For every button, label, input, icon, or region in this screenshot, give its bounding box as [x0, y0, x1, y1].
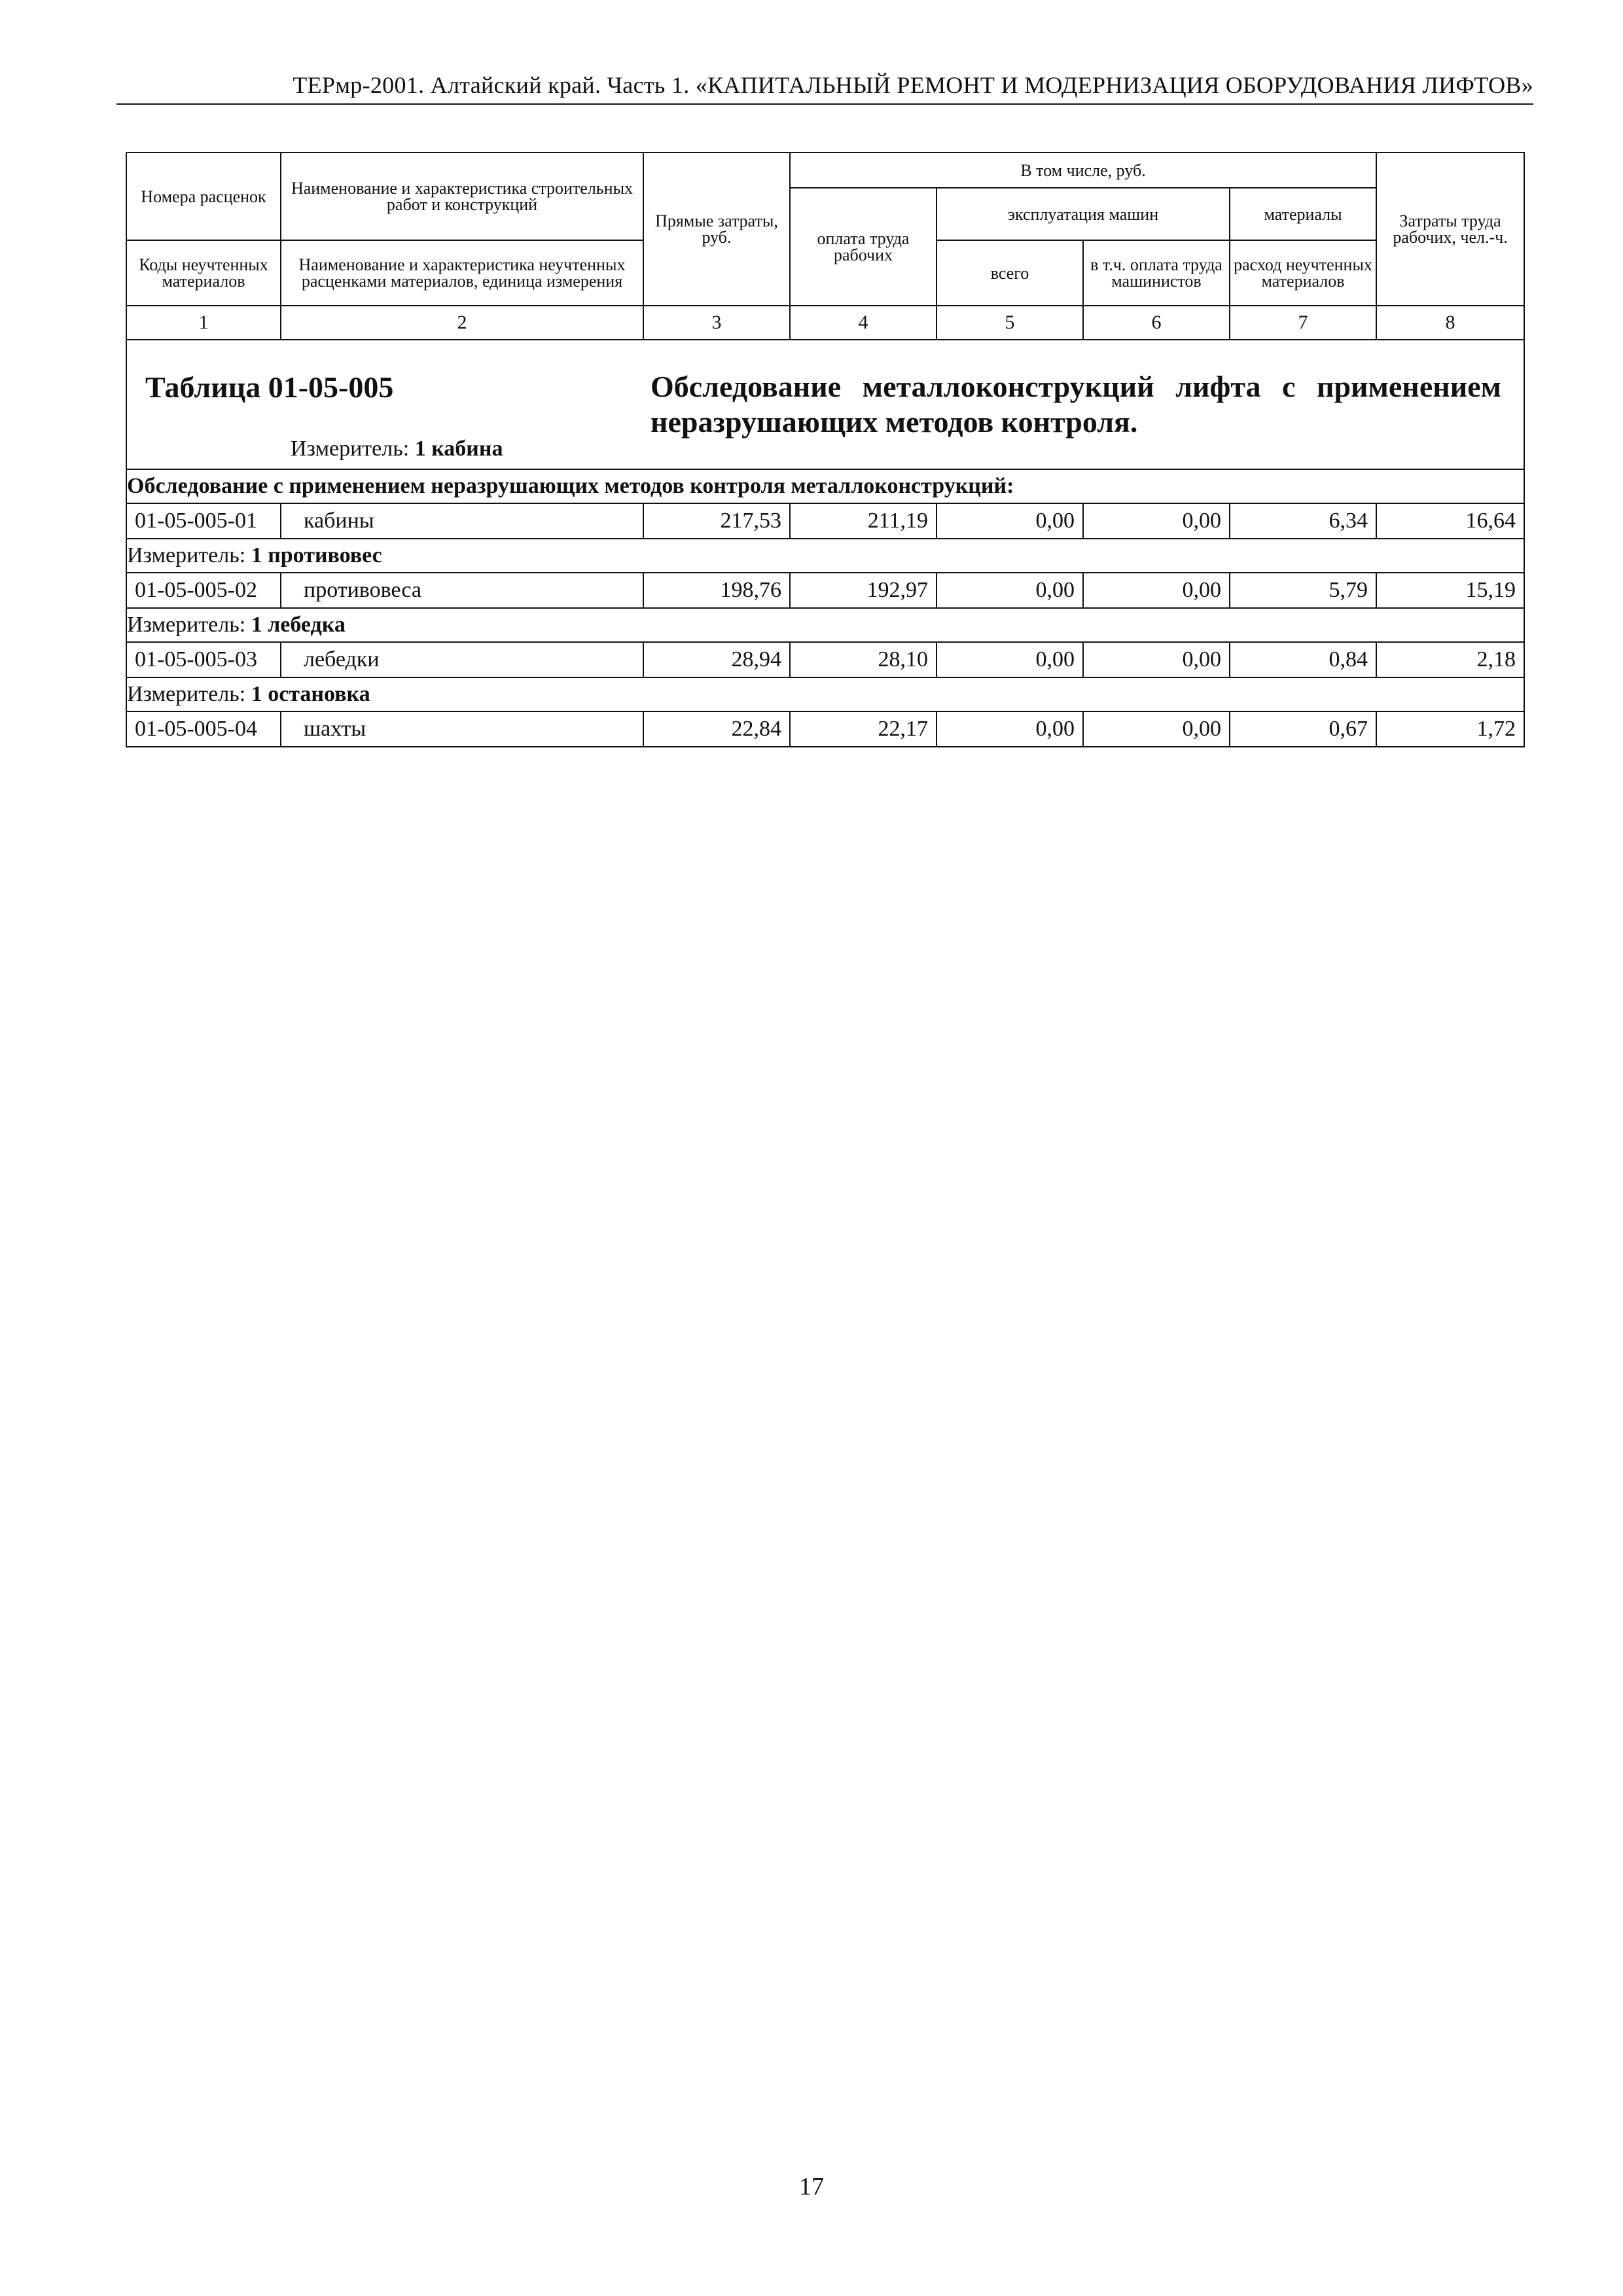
column-number: 3 — [643, 306, 790, 340]
header-operator-pay: в т.ч. оплата труда машинистов — [1083, 240, 1230, 306]
operator-pay-value: 0,00 — [1083, 503, 1230, 539]
header-labor-hours: Затраты труда рабочих, чел.-ч. — [1376, 152, 1524, 306]
header-worker-pay: оплата труда рабочих — [790, 188, 936, 306]
column-number: 7 — [1230, 306, 1376, 340]
rate-name: лебедки — [281, 642, 643, 677]
rate-name: шахты — [281, 711, 643, 747]
header-materials: материалы — [1230, 188, 1376, 240]
section-heading-row — [126, 469, 1524, 503]
machines-total-value: 0,00 — [936, 503, 1083, 539]
section-heading: Обследование с применением неразрушающих методов контроля металлоконструкций: — [126, 469, 1524, 503]
header-direct-costs: Прямые затраты, руб. — [643, 152, 790, 306]
rate-code: 01-05-005-02 — [126, 573, 281, 608]
table-label: Таблица 01-05-005 — [145, 370, 394, 404]
column-numbers-row — [126, 306, 1524, 340]
column-number: 5 — [936, 306, 1083, 340]
header-machine-operation: эксплуатация машин — [936, 188, 1230, 240]
column-number: 8 — [1376, 306, 1524, 340]
rate-name: кабины — [281, 503, 643, 539]
table-title-cell — [126, 340, 1524, 469]
materials-value: 5,79 — [1230, 573, 1376, 608]
meter-value: 1 лебедка — [251, 613, 346, 637]
running-head: ТЕРмр-2001. Алтайский край. Часть 1. «КАПИТАЛЬНЫЙ РЕМОНТ И МОДЕРНИЗАЦИЯ ОБОРУДОВАНИЯ ЛИФТОВ» — [293, 72, 1533, 98]
meter-line — [291, 435, 503, 463]
header-material-consumption: расход неучтенных материалов — [1230, 240, 1376, 306]
meter-line — [126, 608, 1524, 642]
meter-label: Измеритель: — [127, 543, 246, 567]
meter-line — [126, 539, 1524, 573]
meter-label: Измеритель: — [291, 437, 410, 461]
worker-pay-value: 28,10 — [790, 642, 936, 677]
meter-value: 1 кабина — [414, 437, 503, 461]
header-row-1 — [126, 152, 1524, 188]
rate-code: 01-05-005-04 — [126, 711, 281, 747]
operator-pay-value: 0,00 — [1083, 711, 1230, 747]
header-rule — [116, 103, 1533, 105]
worker-pay-value: 22,17 — [790, 711, 936, 747]
direct-costs-value: 28,94 — [643, 642, 790, 677]
materials-value: 0,67 — [1230, 711, 1376, 747]
machines-total-value: 0,00 — [936, 573, 1083, 608]
header-rate-numbers: Номера расценок — [126, 152, 281, 240]
rates-table — [126, 152, 1525, 747]
labor-hours-value: 16,64 — [1376, 503, 1524, 539]
header-machines-total: всего — [936, 240, 1083, 306]
header-material-codes: Коды неучтенных материалов — [126, 240, 281, 306]
rate-name: противовеса — [281, 573, 643, 608]
table-description: Обследование металлоконструкций лифта с применением неразрушающих методов контроля. — [651, 370, 1501, 439]
table-row — [126, 642, 1524, 677]
meter-row — [126, 677, 1524, 711]
meter-value: 1 остановка — [251, 682, 370, 706]
direct-costs-value: 217,53 — [643, 503, 790, 539]
direct-costs-value: 198,76 — [643, 573, 790, 608]
labor-hours-value: 1,72 — [1376, 711, 1524, 747]
materials-value: 0,84 — [1230, 642, 1376, 677]
table-row — [126, 503, 1524, 539]
rate-code: 01-05-005-01 — [126, 503, 281, 539]
operator-pay-value: 0,00 — [1083, 573, 1230, 608]
machines-total-value: 0,00 — [936, 711, 1083, 747]
rate-code: 01-05-005-03 — [126, 642, 281, 677]
header-work-name: Наименование и характеристика строительных работ и конструкций — [281, 152, 643, 240]
meter-label: Измеритель: — [127, 682, 246, 706]
operator-pay-value: 0,00 — [1083, 642, 1230, 677]
meter-line — [126, 677, 1524, 711]
page-number: 17 — [799, 2173, 824, 2200]
labor-hours-value: 2,18 — [1376, 642, 1524, 677]
header-including: В том числе, руб. — [790, 152, 1376, 188]
column-number: 2 — [281, 306, 643, 340]
labor-hours-value: 15,19 — [1376, 573, 1524, 608]
table-row — [126, 573, 1524, 608]
table-title-row — [126, 340, 1524, 469]
machines-total-value: 0,00 — [936, 642, 1083, 677]
meter-value: 1 противовес — [251, 543, 382, 567]
meter-label: Измеритель: — [127, 613, 246, 637]
worker-pay-value: 192,97 — [790, 573, 936, 608]
meter-row — [126, 608, 1524, 642]
column-number: 4 — [790, 306, 936, 340]
rates-table-container — [126, 152, 1524, 747]
table-row — [126, 711, 1524, 747]
column-number: 6 — [1083, 306, 1230, 340]
direct-costs-value: 22,84 — [643, 711, 790, 747]
header-material-names: Наименование и характеристика неучтенных расценками материалов, единица измерения — [281, 240, 643, 306]
column-number: 1 — [126, 306, 281, 340]
meter-row — [126, 539, 1524, 573]
materials-value: 6,34 — [1230, 503, 1376, 539]
worker-pay-value: 211,19 — [790, 503, 936, 539]
